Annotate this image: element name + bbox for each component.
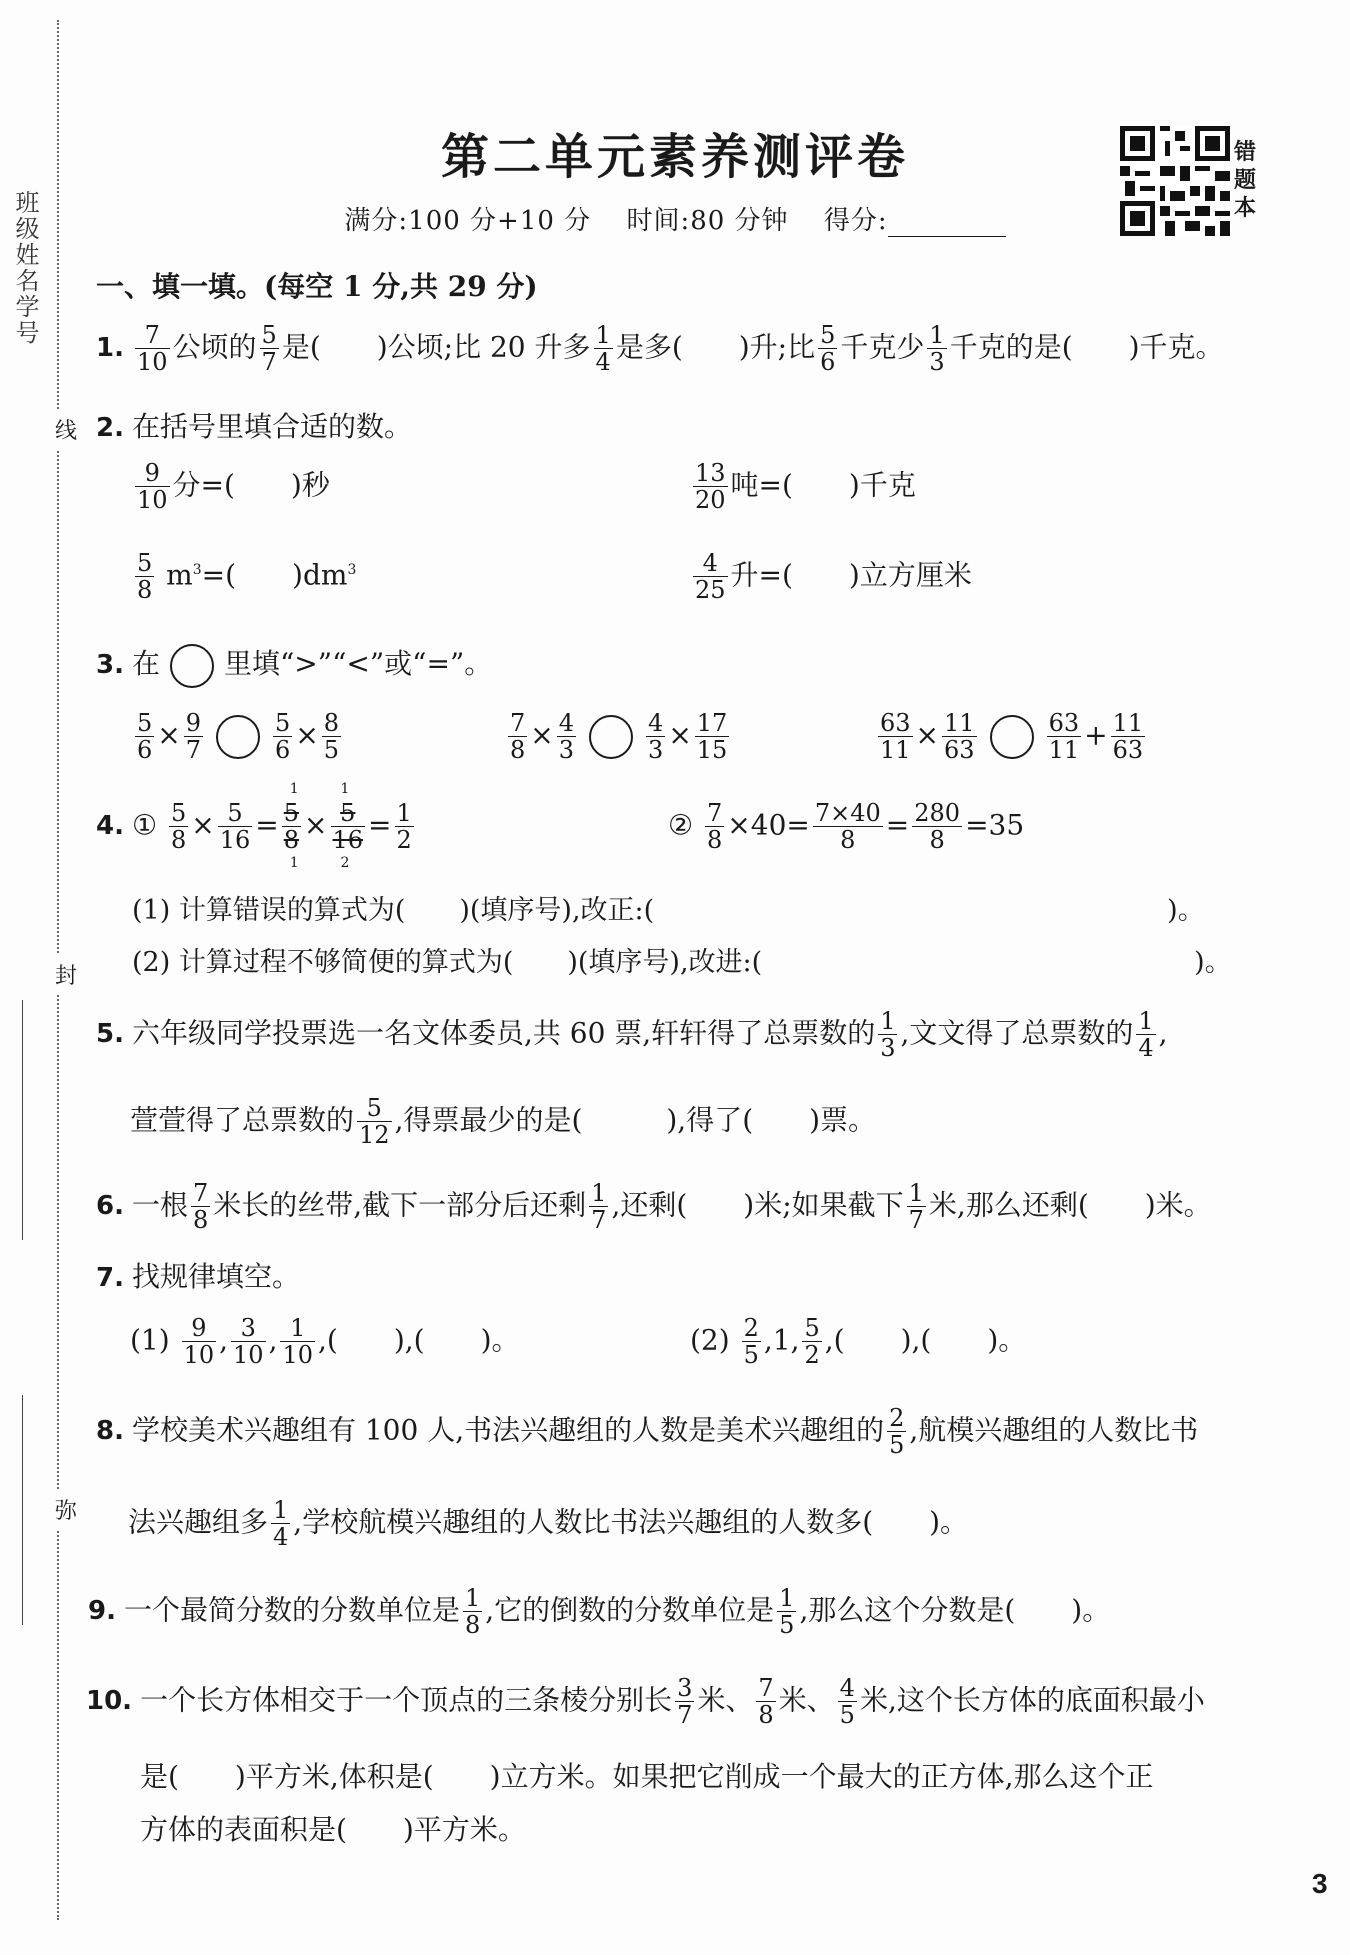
- question-8-line-2: 法兴趣组多 $\frac{1}{4}$ ,学校航模兴趣组的人数比书法兴趣组的人数多( )。: [128, 1496, 969, 1552]
- question-4-expr-1: 4. ① $\frac{5}{8}$ × $\frac{5}{16}$ = 1 5 8 1 × 1 5 16 2 = $\frac{1}{2}$: [96, 781, 412, 872]
- q2-item-c: $\frac{5}{8}$ $m^3=$( )$dm^3$: [137, 549, 357, 605]
- side-info-text: 班级姓名学号: [11, 190, 39, 346]
- q3-compare-b: $\frac{7}{8}$ × $\frac{4}{3}$ $\frac{4}{3}$ × $\frac{17}{15}$: [510, 709, 728, 765]
- time-limit: 时间:80 分钟: [626, 206, 789, 236]
- question-5-line-2: 萱萱得了总票数的 $\frac{5}{12}$ ,得票最少的是( ),得了( )票。: [130, 1094, 877, 1150]
- question-2: 2. 在括号里填合适的数。: [96, 410, 412, 443]
- qr-code-icon[interactable]: [1120, 126, 1230, 236]
- side-label-feng: 封: [55, 955, 77, 994]
- question-10-line-2: 是( )平方米,体积是( )立方米。如果把它削成一个最大的正方体,那么这个正: [140, 1760, 1154, 1793]
- q7-part-2: (2) $\frac{2}{5}$ ,1, $\frac{5}{2}$ ,( ),( )。: [690, 1314, 1027, 1370]
- question-10-line-3: 方体的表面积是( )平方米。: [140, 1813, 526, 1846]
- q7-part-1: (1) $\frac{9}{10}$ , $\frac{3}{10}$ , $\frac{1}{10}$ ,( ),( )。: [130, 1314, 520, 1370]
- question-4-expr-2: ② $\frac{7}{8}$ ×40= $\frac{7\times 40}{8}$ = $\frac{280}{8}$ =35: [668, 799, 1025, 855]
- compare-circle-c[interactable]: [990, 715, 1034, 759]
- q2-item-a: $\frac{9}{10}$ 分=( )秒: [137, 459, 330, 515]
- question-6: 6. 一根 $\frac{7}{8}$ 米长的丝带,截下一部分后还剩 $\frac{1}{7}$ ,还剩( )米;如果截下 $\frac{1}{7}$ 米,那么还剩( )米。: [96, 1179, 1212, 1235]
- binding-line-b: [22, 1395, 23, 1625]
- q2-item-d: $\frac{4}{25}$ 升=( )立方厘米: [695, 549, 972, 605]
- q4-sub-2: (2) 计算过程不够简便的算式为( )(填序号),改进:( )。: [132, 947, 1232, 978]
- compare-circle-a[interactable]: [216, 715, 260, 759]
- section-heading: 一、填一填。(每空 1 分,共 29 分): [96, 270, 538, 303]
- question-10-line-1: 10. 一个长方体相交于一个顶点的三条棱分别长 $\frac{3}{7}$ 米、 $\frac{7}{8}$ 米、 $\frac{4}{5}$ 米,这个长方体的底面积最小: [86, 1674, 1205, 1730]
- question-5-line-1: 5. 六年级同学投票选一名文体委员,共 60 票,轩轩得了总票数的 $\frac{1}{3}$ ,文文得了总票数的 $\frac{1}{4}$ ,: [96, 1007, 1168, 1063]
- question-7: 7. 找规律填空。: [96, 1260, 300, 1293]
- compare-circle-b[interactable]: [589, 715, 633, 759]
- page-title: 第二单元素养测评卷: [440, 129, 909, 185]
- side-label-xian: 线: [55, 410, 77, 449]
- q3-compare-c: $\frac{63}{11}$ × $\frac{11}{63}$ $\frac{63}{11}$ + $\frac{11}{63}$: [880, 709, 1144, 765]
- question-3: 3. 在 里填“>”“<”或“=”。: [96, 642, 492, 688]
- circle-icon: [170, 644, 214, 688]
- page-number: 3: [1312, 1868, 1328, 1899]
- question-9: 9. 一个最简分数的分数单位是 $\frac{1}{8}$ ,它的倒数的分数单位是 $\frac{1}{5}$ ,那么这个分数是( )。: [88, 1584, 1111, 1640]
- question-8-line-1: 8. 学校美术兴趣组有 100 人,书法兴趣组的人数是美术兴趣组的 $\frac{2}{5}$ ,航模兴趣组的人数比书: [96, 1404, 1199, 1460]
- question-1: 1. $\frac{7}{10}$ 公顷的 $\frac{5}{7}$ 是( )公顷;比 20 升多 $\frac{1}{4}$ 是多( )升;比 $\frac{5}{6}$ 千克少 $\frac{1}{3}$ 千克的是( )千克。: [96, 321, 1224, 377]
- wrong-book-label: 错 题 本: [1234, 139, 1257, 221]
- q2-item-b: $\frac{13}{20}$ 吨=( )千克: [695, 459, 916, 515]
- q3-compare-a: $\frac{5}{6}$ × $\frac{9}{7}$ $\frac{5}{6}$ × $\frac{8}{5}$: [137, 709, 340, 765]
- full-score: 满分:100 分+10 分: [344, 206, 592, 236]
- score-label: 得分:: [823, 206, 888, 236]
- score-blank: [888, 210, 1006, 237]
- side-label-mi: 弥: [55, 1490, 77, 1529]
- q4-sub-1: (1) 计算错误的算式为( )(填序号),改正:( )。: [132, 895, 1205, 926]
- binding-line-a: [22, 1000, 23, 1240]
